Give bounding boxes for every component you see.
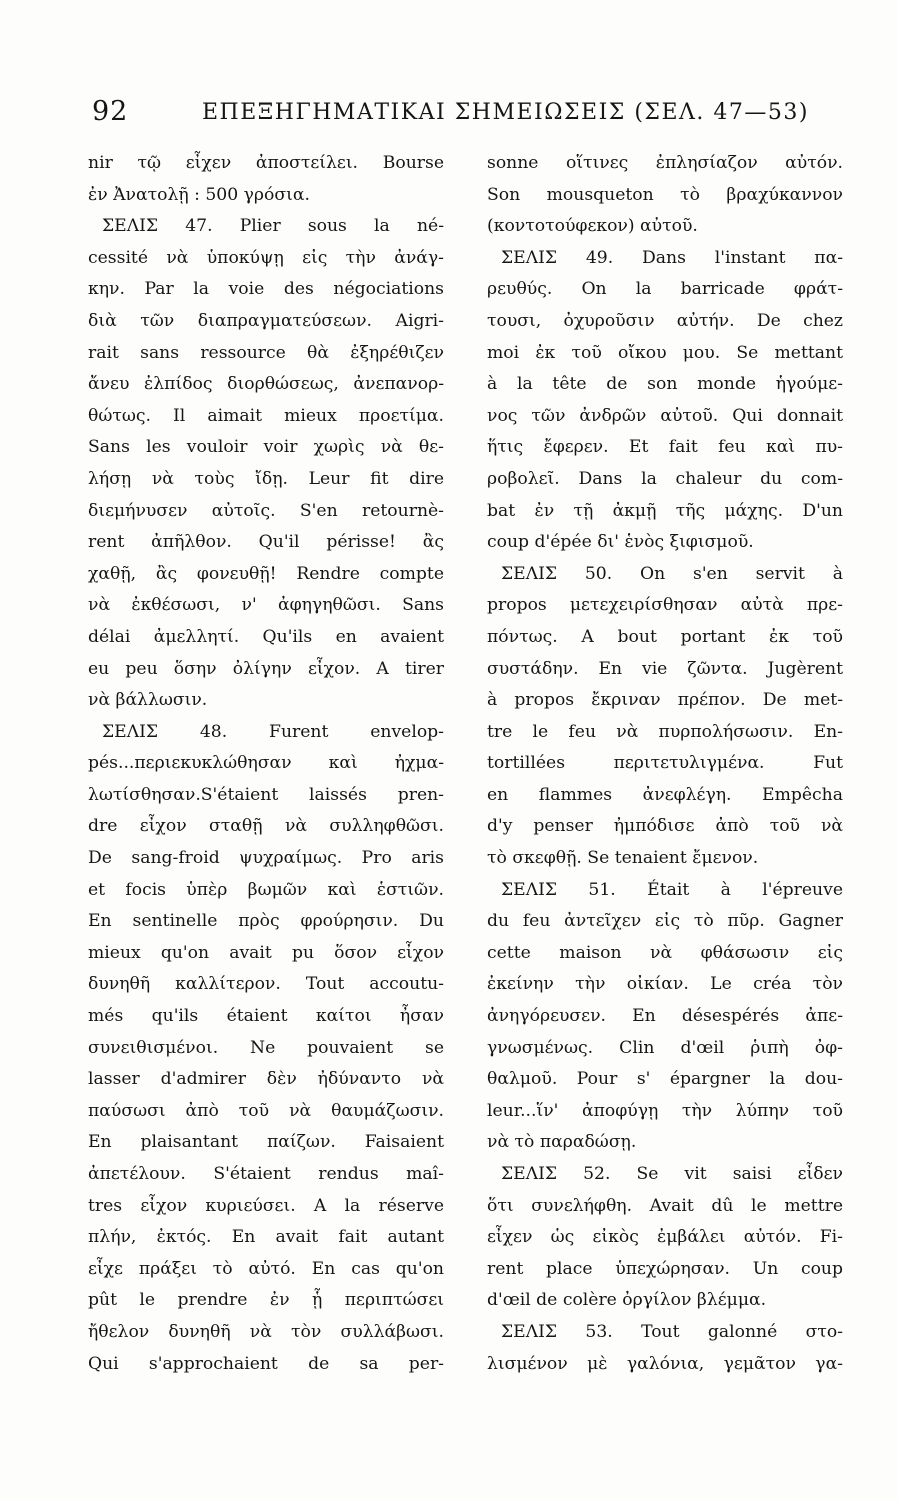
text-line: (κοντοτούφεκον) αὐτοῦ. <box>487 216 698 237</box>
text-line: pût le prendre ἐν ᾗ περιπτώσει <box>88 1290 444 1311</box>
text-line: τουσι, ὀχυροῦσιν αὐτήν. De chez <box>487 310 843 331</box>
text-line: d'œil de colère ὀργίλον βλέμμα. <box>487 1290 767 1311</box>
text-line: leur...ἵν' ἀποφύγῃ τὴν λύπην τοῦ <box>487 1100 843 1121</box>
text-line: délai ἀμελλητί. Qu'ils en avaient <box>88 626 444 647</box>
text-column-left <box>88 148 444 1380</box>
text-line: δυνηθῆ καλλίτερον. Tout accoutu- <box>88 974 444 995</box>
text-line: mieux qu'on avait pu ὅσον εἶχον <box>88 942 444 963</box>
text-line: eu peu ὅσην ὀλίγην εἶχον. A tirer <box>88 658 444 679</box>
text-line: παύσωσι ἀπὸ τοῦ νὰ θαυμάζωσιν. <box>88 1100 444 1121</box>
text-line: ρευθύς. On la barricade φράτ- <box>487 279 843 300</box>
text-line: ὅτι συνελήφθη. Avait dû le mettre <box>487 1195 843 1216</box>
text-line: rent ἀπῆλθον. Qu'il périsse! ἂς <box>88 532 444 553</box>
text-line: ἐν Ἀνατολῇ : 500 γρόσια. <box>88 184 310 205</box>
text-line: ἐκείνην τὴν οἰκίαν. Le créa τὸν <box>487 974 843 995</box>
text-line: νὰ τὸ παραδώσῃ. <box>487 1132 637 1153</box>
text-line: νος τῶν ἀνδρῶν αὐτοῦ. Qui donnait <box>487 405 843 426</box>
text-line: νὰ βάλλωσιν. <box>88 690 208 711</box>
text-line: moi ἐκ τοῦ οἴκου μου. Se mettant <box>487 342 843 363</box>
text-line: ΣΕΛΙΣ 47. Plier sous la né- <box>102 216 444 237</box>
text-line: κην. Par la voie des négociations <box>88 279 444 300</box>
text-line: χαθῇ, ἂς φονευθῇ! Rendre compte <box>88 563 444 584</box>
text-line: ροβολεῖ. Dans la chaleur du com- <box>487 468 843 489</box>
running-title: ΕΠΕΞΗΓΗΜΑΤΙΚΑΙ ΣΗΜΕΙΩΣΕΙΣ (ΣΕΛ. 47—53) <box>202 100 809 125</box>
text-line: En sentinelle πρὸς φρούρησιν. Du <box>88 911 444 932</box>
text-line: nir τῷ εἶχεν ἀποστείλει. Bourse <box>88 153 444 173</box>
text-line: ἀνηγόρευσεν. En désespérés ἀπε- <box>487 1006 843 1027</box>
text-line: διὰ τῶν διαπραγματεύσεων. Aigri- <box>88 310 444 331</box>
text-line: en flammes ἀνεφλέγη. Empêcha <box>487 784 843 805</box>
text-line: πλήν, ἐκτός. En avait fait autant <box>88 1227 444 1248</box>
text-line: εἶχε πράξει τὸ αὐτό. En cas qu'on <box>88 1258 444 1279</box>
text-line: γνωσμένως. Clin d'œil ῥιπὴ ὀφ- <box>487 1037 843 1058</box>
text-line: et focis ὑπὲρ βωμῶν καὶ ἑστιῶν. <box>88 879 444 900</box>
text-line: Sans les vouloir voir χωρὶς νὰ θε- <box>88 437 444 458</box>
text-line: propos μετεχειρίσθησαν αὐτὰ πρε- <box>487 595 843 616</box>
text-line: lasser d'admirer δὲν ἠδύναντο νὰ <box>88 1069 444 1090</box>
text-line: νὰ ἐκθέσωσι, ν' ἀφηγηθῶσι. Sans <box>88 595 444 616</box>
text-line: De sang-froid ψυχραίμως. Pro aris <box>88 848 444 869</box>
text-line: ΣΕΛΙΣ 51. Était à l'épreuve <box>501 879 843 900</box>
text-line: ΣΕΛΙΣ 49. Dans l'instant πα- <box>501 247 843 268</box>
text-line: bat ἐν τῇ ἀκμῇ τῆς μάχης. D'un <box>487 500 843 521</box>
text-line: λισμένον μὲ γαλόνια, γεμᾶτον γα- <box>487 1353 843 1374</box>
text-line: rent place ὑπεχώρησαν. Un coup <box>487 1258 843 1279</box>
text-line: ἄνευ ἐλπίδος διορθώσεως, ἀνεπανορ- <box>88 374 444 395</box>
text-line: συστάδην. En vie ζῶντα. Jugèrent <box>487 658 843 679</box>
text-line: cette maison νὰ φθάσωσιν εἰς <box>487 942 843 963</box>
text-line: d'y penser ἠμπόδισε ἀπὸ τοῦ νὰ <box>487 816 843 837</box>
text-line: ΣΕΛΙΣ 48. Furent envelop- <box>102 721 444 742</box>
text-line: λήσῃ νὰ τοὺς ἴδῃ. Leur fit dire <box>88 468 444 489</box>
text-line: En plaisantant παίζων. Faisaient <box>88 1132 444 1153</box>
text-line: cessité νὰ ὑποκύψῃ εἰς τὴν ἀνάγ- <box>88 247 444 268</box>
text-line: Son mousqueton τὸ βραχύκαννον <box>487 184 843 205</box>
text-line: ἀπετέλουν. S'étaient rendus maî- <box>88 1164 444 1184</box>
text-line: coup d'épée δι' ἑνὸς ξιφισμοῦ. <box>487 532 754 553</box>
text-line: pés...περιεκυκλώθησαν καὶ ἠχμα- <box>88 753 444 774</box>
text-line: τὸ σκεφθῇ. Se tenaient ἔμενον. <box>487 848 759 869</box>
text-line: ἤθελον δυνηθῆ νὰ τὸν συλλάβωσι. <box>88 1321 444 1342</box>
text-line: συνειθισμένοι. Ne pouvaient se <box>88 1037 444 1058</box>
text-line: més qu'ils étaient καίτοι ἦσαν <box>88 1006 444 1027</box>
text-line: ΣΕΛΙΣ 52. Se vit saisi εἶδεν <box>501 1164 843 1184</box>
text-line: du feu ἀντεῖχεν εἰς τὸ πῦρ. Gagner <box>487 911 843 932</box>
text-line: πόντως. A bout portant ἐκ τοῦ <box>487 626 843 647</box>
text-line: λωτίσθησαν.S'étaient laissés pren- <box>88 784 444 805</box>
text-line: εἶχεν ὡς εἰκὸς ἐμβάλει αὐτόν. Fi- <box>487 1227 843 1248</box>
text-line: θαλμοῦ. Pour s' épargner la dou- <box>487 1069 843 1090</box>
text-line: tre le feu νὰ πυρπολήσωσιν. En- <box>487 721 843 742</box>
text-line: ἥτις ἔφερεν. Et fait feu καὶ πυ- <box>487 437 843 458</box>
text-line: διεμήνυσεν αὐτοῖς. S'en retournè- <box>88 500 444 521</box>
text-line: dre εἶχον σταθῇ νὰ συλληφθῶσι. <box>88 816 444 837</box>
text-line: sonne οἵτινες ἐπλησίαζον αὐτόν. <box>487 153 843 173</box>
text-line: θώτως. Il aimait mieux προετίμα. <box>88 405 444 426</box>
text-line: ΣΕΛΙΣ 53. Tout galonné στο- <box>501 1321 843 1342</box>
page-number: 92 <box>92 96 129 127</box>
text-line: rait sans ressource θὰ ἐξηρέθιζεν <box>88 342 444 363</box>
text-line: à la tête de son monde ἡγούμε- <box>487 374 843 395</box>
text-column-right <box>487 148 843 1380</box>
text-line: tres εἶχον κυριεύσει. A la réserve <box>88 1195 444 1216</box>
text-line: à propos ἔκριναν πρέπον. De met- <box>487 690 843 711</box>
page-header <box>92 96 809 130</box>
text-line: ΣΕΛΙΣ 50. On s'en servit à <box>501 563 843 584</box>
text-line: Qui s'approchaient de sa per- <box>88 1353 444 1374</box>
text-line: tortillées περιτετυλιγμένα. Fut <box>487 753 843 774</box>
